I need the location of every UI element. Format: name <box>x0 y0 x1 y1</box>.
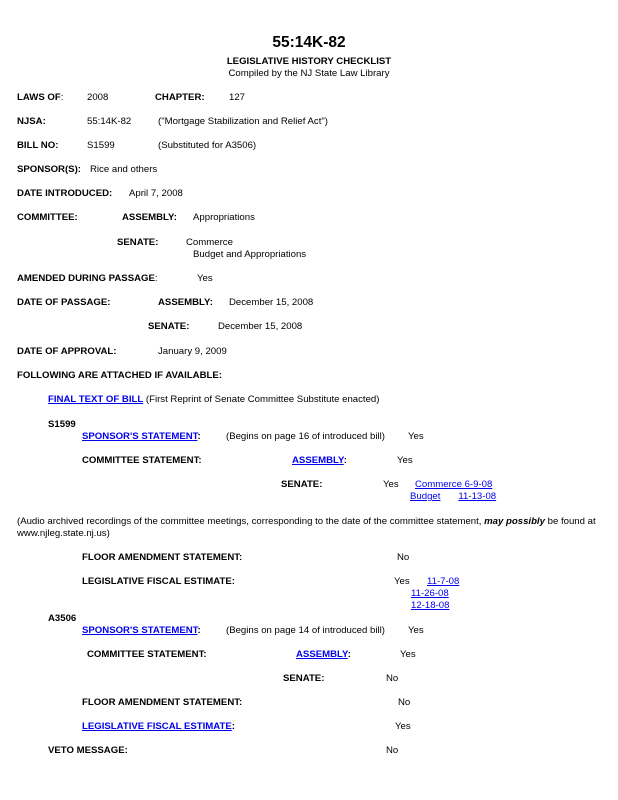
floor-amendment-value: No <box>397 552 410 563</box>
s1599-assembly-link[interactable]: ASSEMBLY <box>292 455 344 466</box>
floor-amendment-label: FLOOR AMENDMENT STATEMENT: <box>82 552 243 563</box>
njsa-value: 55:14K-82 <box>87 116 132 127</box>
committee-assembly-label: ASSEMBLY: <box>122 212 177 223</box>
sponsors-label: SPONSOR(S): <box>17 164 81 175</box>
laws-of-row <box>17 92 63 103</box>
fiscal-estimate-link-1[interactable]: 11-7-08 <box>427 576 460 587</box>
passage-assembly-label: ASSEMBLY: <box>158 297 213 308</box>
subtitle: LEGISLATIVE HISTORY CHECKLIST <box>226 56 392 67</box>
a3506-fiscal-estimate-value: Yes <box>395 721 411 732</box>
compiled-by: Compiled by the NJ State Law Library <box>228 68 390 79</box>
senate-commerce-date: 6-9-08 <box>464 479 493 490</box>
amended-value: Yes <box>197 273 213 284</box>
njsa-act-title: ("Mortgage Stabilization and Relief Act") <box>158 116 328 127</box>
a3506-sponsor-statement-row <box>82 625 201 636</box>
page-title: 55:14K-82 <box>272 34 346 51</box>
a3506-assembly-value: Yes <box>400 649 416 660</box>
senate-budget-name: Budget <box>410 491 441 502</box>
a3506-sponsor-colon: : <box>197 625 201 636</box>
s1599-sponsor-statement-link[interactable]: SPONSOR'S STATEMENT <box>82 431 198 442</box>
a3506-fiscal-estimate-link[interactable]: LEGISLATIVE FISCAL ESTIMATE <box>82 721 232 732</box>
amended-colon: : <box>154 273 158 284</box>
s1599-assembly-colon: : <box>343 455 347 466</box>
bill-no-value: S1599 <box>87 140 115 151</box>
s1599-assembly-value: Yes <box>397 455 413 466</box>
senate-commerce-name: Commerce <box>415 479 462 490</box>
senate-budget-date: 11-13-08 <box>458 491 497 502</box>
s1599-assembly-row <box>292 455 347 466</box>
date-introduced-label: DATE INTRODUCED: <box>17 188 113 199</box>
a3506-sponsor-statement-value: Yes <box>408 625 424 636</box>
laws-of-colon: : <box>60 92 64 103</box>
s1599-senate-label: SENATE: <box>281 479 323 490</box>
date-introduced-value: April 7, 2008 <box>129 188 183 199</box>
senate-budget-link[interactable] <box>410 491 496 502</box>
audio-note-before: (Audio archived recordings of the committee meetings, corresponding to the date of the committee statement, <box>17 516 485 527</box>
audio-note-emphasis: may possibly <box>484 516 545 527</box>
a3506-fiscal-estimate-colon: : <box>231 721 235 732</box>
s1599-committee-statement-label: COMMITTEE STATEMENT: <box>82 455 202 466</box>
njsa-label: NJSA: <box>17 116 46 127</box>
final-text-note: (First Reprint of Senate Committee Substitute enacted) <box>145 394 380 405</box>
a3506-floor-amendment-value: No <box>398 697 411 708</box>
senate-commerce-link[interactable] <box>415 479 492 490</box>
a3506-assembly-row <box>296 649 351 660</box>
s1599-sponsor-colon: : <box>197 431 201 442</box>
fiscal-estimate-label: LEGISLATIVE FISCAL ESTIMATE: <box>82 576 235 587</box>
committee-senate-value-1: Commerce <box>186 237 233 248</box>
passage-assembly-value: December 15, 2008 <box>229 297 314 308</box>
passage-senate-label: SENATE: <box>148 321 190 332</box>
passage-senate-value: December 15, 2008 <box>218 321 303 332</box>
laws-of-value: 2008 <box>87 92 109 103</box>
amended-label: AMENDED DURING PASSAGE <box>17 273 155 284</box>
audio-archive-note <box>17 516 607 540</box>
s1599-senate-value: Yes <box>383 479 399 490</box>
final-text-row <box>48 394 379 405</box>
veto-message-label: VETO MESSAGE: <box>48 745 128 756</box>
committee-senate-label: SENATE: <box>117 237 159 248</box>
s1599-sponsor-statement-row <box>82 431 201 442</box>
a3506-floor-amendment-label: FLOOR AMENDMENT STATEMENT: <box>82 697 243 708</box>
chapter-value: 127 <box>229 92 246 103</box>
veto-message-value: No <box>386 745 399 756</box>
s1599-sponsor-statement-value: Yes <box>408 431 424 442</box>
committee-label: COMMITTEE: <box>17 212 78 223</box>
a3506-sponsor-statement-note: (Begins on page 14 of introduced bill) <box>226 625 385 636</box>
a3506-committee-statement-label: COMMITTEE STATEMENT: <box>87 649 207 660</box>
a3506-senate-value: No <box>386 673 399 684</box>
a3506-assembly-link[interactable]: ASSEMBLY <box>296 649 348 660</box>
date-of-approval-value: January 9, 2009 <box>158 346 227 357</box>
date-of-passage-label: DATE OF PASSAGE: <box>17 297 111 308</box>
final-text-link[interactable]: FINAL TEXT OF BILL <box>48 394 144 405</box>
attached-heading: FOLLOWING ARE ATTACHED IF AVAILABLE: <box>17 370 222 381</box>
a3506-label: A3506 <box>48 613 77 624</box>
a3506-senate-label: SENATE: <box>283 673 325 684</box>
a3506-sponsor-statement-link[interactable]: SPONSOR'S STATEMENT <box>82 625 198 636</box>
fiscal-estimate-link-3[interactable]: 12-18-08 <box>411 600 450 611</box>
date-of-approval-label: DATE OF APPROVAL: <box>17 346 117 357</box>
fiscal-estimate-value: Yes <box>394 576 410 587</box>
a3506-assembly-colon: : <box>347 649 351 660</box>
amended-row <box>17 273 158 284</box>
bill-no-label: BILL NO: <box>17 140 59 151</box>
bill-no-note: (Substituted for A3506) <box>158 140 257 151</box>
a3506-fiscal-estimate-row <box>82 721 235 732</box>
committee-senate-value-2: Budget and Appropriations <box>193 249 307 260</box>
s1599-label: S1599 <box>48 419 76 430</box>
committee-assembly-value: Appropriations <box>193 212 255 223</box>
chapter-label: CHAPTER: <box>155 92 205 103</box>
fiscal-estimate-link-2[interactable]: 11-26-08 <box>411 588 449 599</box>
sponsors-value: Rice and others <box>90 164 158 175</box>
laws-of-label: LAWS OF <box>17 92 61 103</box>
s1599-sponsor-statement-note: (Begins on page 16 of introduced bill) <box>226 431 385 442</box>
audio-note-after: be found at www.njleg.state.nj.us) <box>17 516 596 539</box>
